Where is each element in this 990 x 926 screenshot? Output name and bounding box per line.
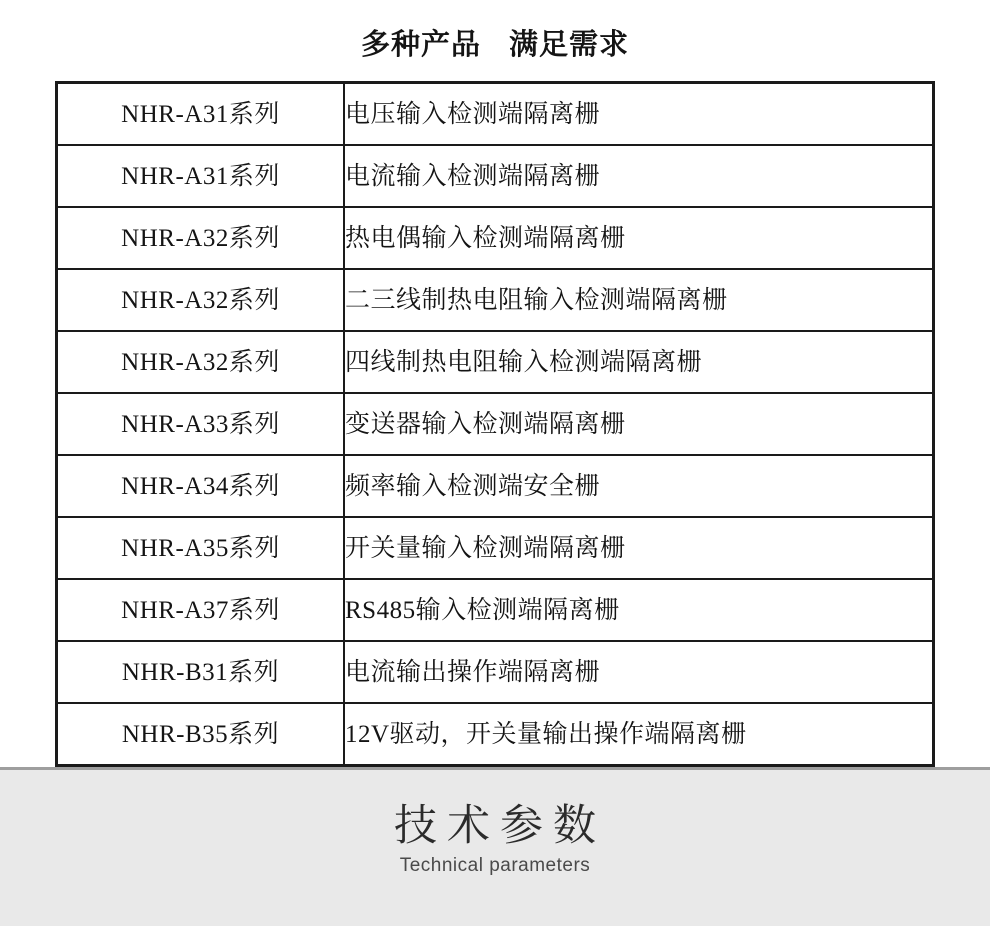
product-description: 开关量输入检测端隔离栅 (344, 517, 934, 579)
product-description: 12V驱动，开关量输出操作端隔离栅 (344, 703, 934, 766)
product-description: 变送器输入检测端隔离栅 (344, 393, 934, 455)
table-row (57, 145, 934, 207)
product-table-wrap (0, 81, 990, 767)
table-row (57, 393, 934, 455)
product-model: NHR-A32系列 (57, 331, 345, 393)
product-description: 热电偶输入检测端隔离栅 (344, 207, 934, 269)
product-model: NHR-A31系列 (57, 145, 345, 207)
page-title-part2: 满足需求 (509, 29, 630, 61)
table-row (57, 641, 934, 703)
table-row (57, 207, 934, 269)
product-model: NHR-A31系列 (57, 83, 345, 146)
table-row (57, 83, 934, 146)
product-description: 二三线制热电阻输入检测端隔离栅 (344, 269, 934, 331)
product-model: NHR-B31系列 (57, 641, 345, 703)
page-title-part1: 多种产品 (360, 29, 481, 61)
product-model: NHR-B35系列 (57, 703, 345, 766)
product-description: RS485输入检测端隔离栅 (344, 579, 934, 641)
section-banner (0, 767, 990, 926)
page-title (0, 0, 990, 81)
product-table-body (57, 83, 934, 766)
product-description: 频率输入检测端安全栅 (344, 455, 934, 517)
product-model: NHR-A32系列 (57, 269, 345, 331)
product-table (55, 81, 935, 767)
table-row (57, 517, 934, 579)
table-row (57, 269, 934, 331)
section-banner-subtitle: Technical parameters (399, 855, 591, 876)
table-row (57, 703, 934, 766)
product-model: NHR-A35系列 (57, 517, 345, 579)
product-description: 四线制热电阻输入检测端隔离栅 (344, 331, 934, 393)
product-model: NHR-A32系列 (57, 207, 345, 269)
section-banner-title: 技术参数 (394, 802, 606, 850)
table-row (57, 455, 934, 517)
product-model: NHR-A33系列 (57, 393, 345, 455)
table-row (57, 331, 934, 393)
product-description: 电流输出操作端隔离栅 (344, 641, 934, 703)
product-description: 电压输入检测端隔离栅 (344, 83, 934, 146)
product-model: NHR-A37系列 (57, 579, 345, 641)
product-description: 电流输入检测端隔离栅 (344, 145, 934, 207)
table-row (57, 579, 934, 641)
product-model: NHR-A34系列 (57, 455, 345, 517)
